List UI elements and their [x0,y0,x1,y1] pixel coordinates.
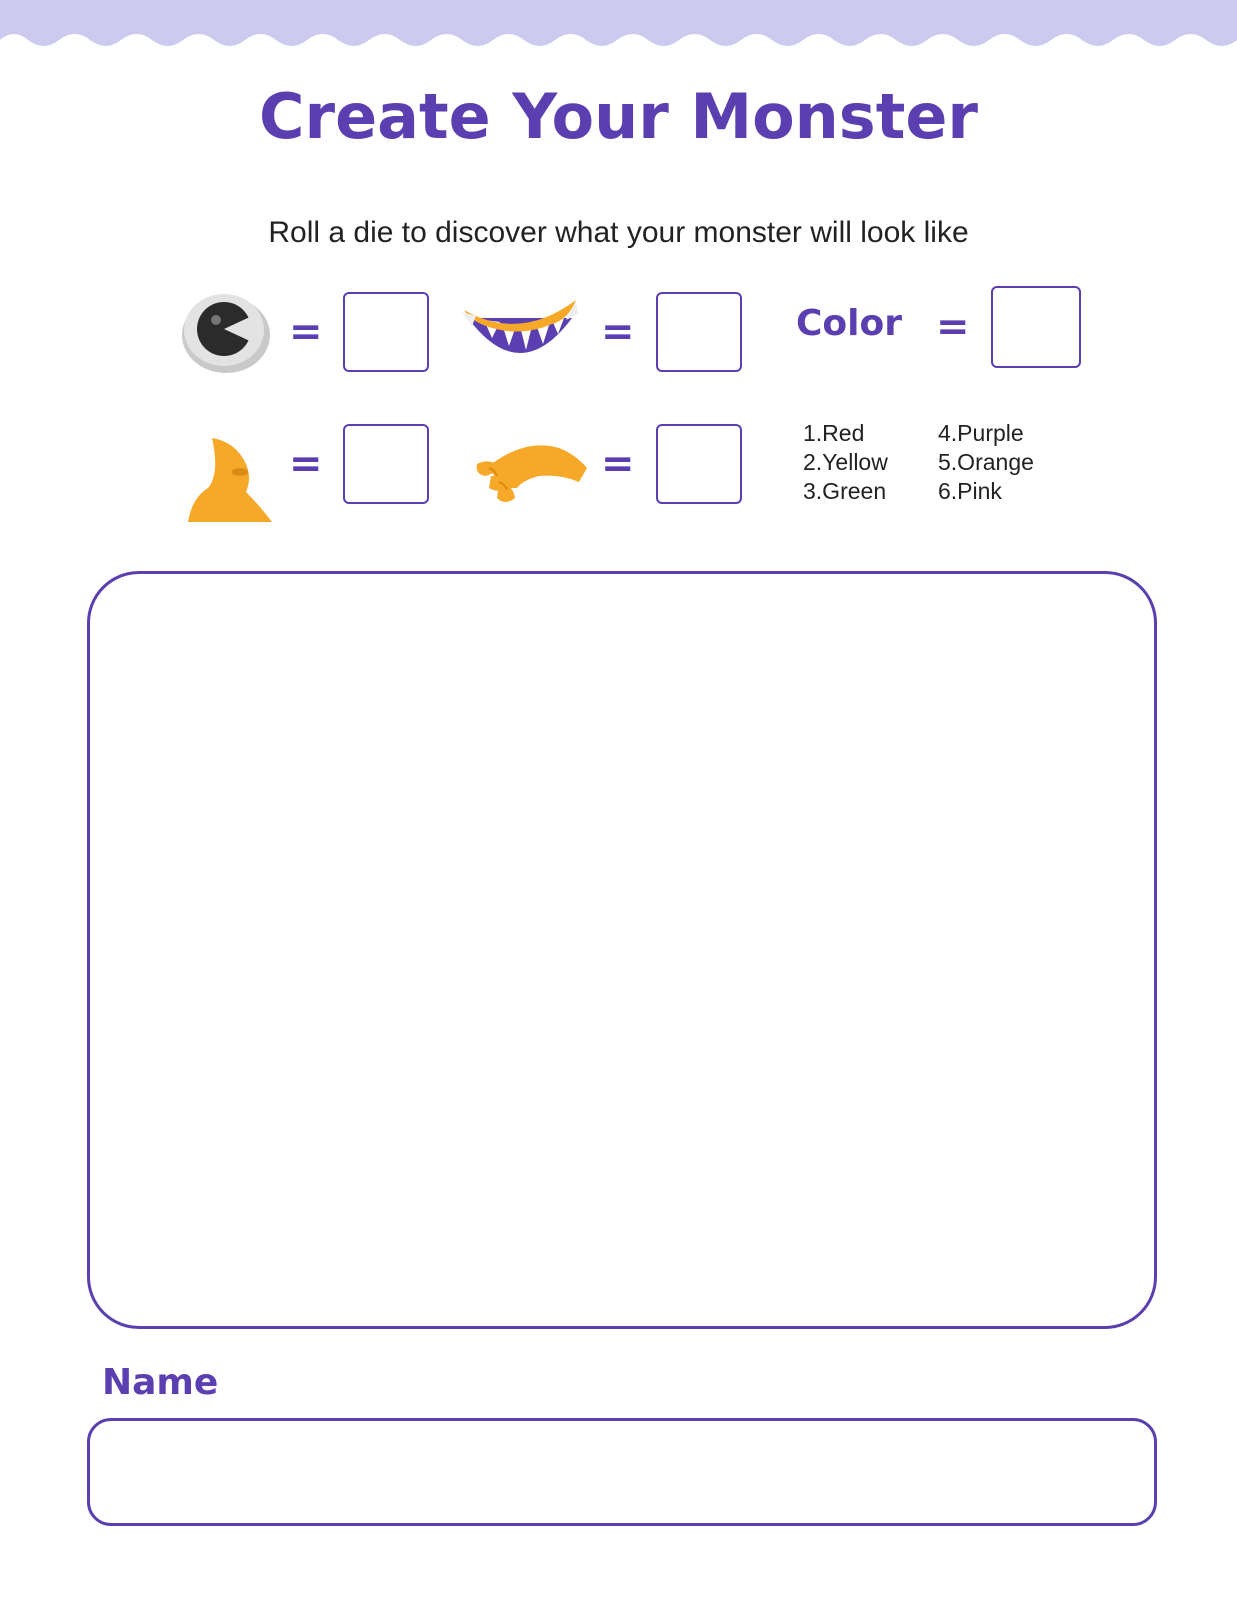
color-option: 4.Purple [938,420,1024,446]
instructions-text: Roll a die to discover what your monster will look like [268,216,969,249]
mouth-icon [462,296,578,368]
equals-sign-mouth: = [601,309,635,355]
horn-roll-box[interactable] [343,424,429,504]
color-option: 3.Green [803,478,887,504]
color-label: Color [796,303,902,344]
name-field[interactable] [87,1418,1157,1526]
mouth-roll-box[interactable] [656,292,742,372]
color-option: 5.Orange [938,449,1034,475]
color-option: 1.Red [803,420,865,446]
eye-icon [180,290,272,374]
equals-sign-arm: = [601,441,635,487]
top-wave-border [0,0,1237,60]
horn-icon [186,434,278,524]
page-title: Create Your Monster [259,80,978,153]
drawing-area[interactable] [87,571,1157,1329]
equals-sign-color: = [936,304,970,350]
equals-sign-horn: = [289,441,323,487]
eye-roll-box[interactable] [343,292,429,372]
color-option: 6.Pink [938,478,1002,504]
arm-roll-box[interactable] [656,424,742,504]
color-roll-box[interactable] [991,286,1081,368]
name-label: Name [102,1362,219,1403]
arm-icon [469,442,591,510]
color-option: 2.Yellow [803,449,888,475]
color-options-list [803,420,1063,505]
equals-sign-eye: = [289,309,323,355]
